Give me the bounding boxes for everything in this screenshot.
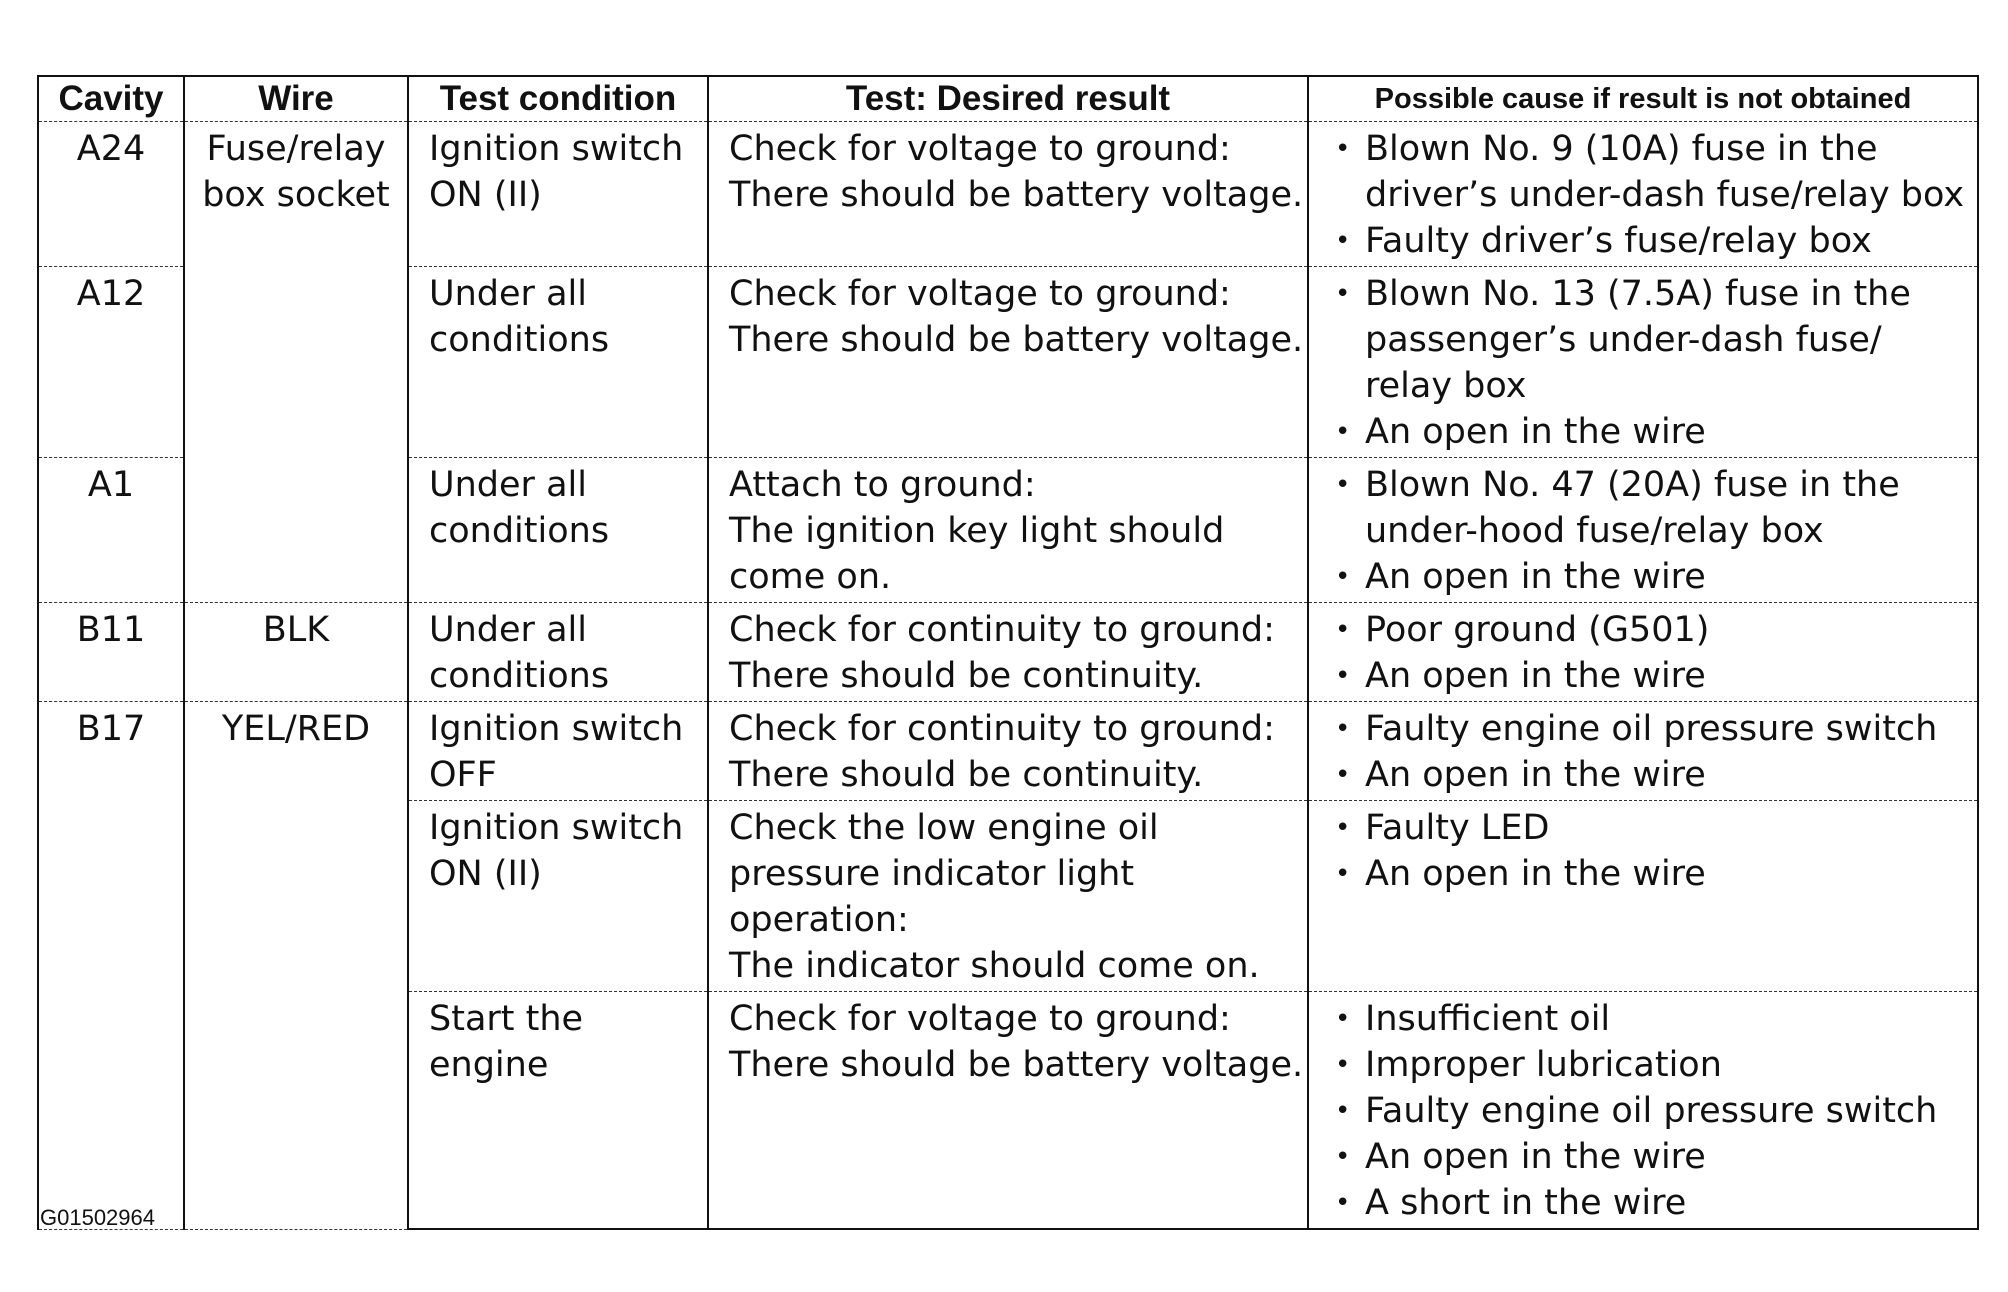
condition-line: Under all — [429, 274, 587, 314]
table-row — [38, 603, 1978, 702]
condition-line: Start the — [429, 999, 584, 1039]
cause-item — [1329, 126, 1963, 218]
bullet-icon: • — [1335, 1142, 1351, 1172]
cause-list — [1329, 271, 1963, 455]
troubleshooting-table — [37, 75, 1979, 1230]
condition-cell — [408, 267, 708, 458]
wire-label-line: Fuse/relay — [206, 129, 386, 169]
condition-line: conditions — [429, 320, 610, 360]
condition-line: ON (II) — [429, 175, 542, 215]
wire-cell — [184, 122, 408, 603]
cause-line: Faulty LED — [1365, 808, 1550, 848]
condition-line: Ignition switch — [429, 709, 684, 749]
cavity-label: A1 — [87, 465, 135, 505]
cause-line: Blown No. 9 (10A) fuse in the — [1365, 129, 1878, 169]
condition-cell — [408, 122, 708, 267]
cause-item — [1329, 607, 1963, 653]
cause-item — [1329, 805, 1963, 851]
result-line: There should be battery voltage. — [729, 320, 1304, 360]
condition-line: Under all — [429, 465, 587, 505]
cause-line: driver’s under-dash fuse/relay box — [1365, 175, 1965, 215]
bullet-icon: • — [1335, 279, 1351, 309]
condition-cell — [408, 992, 708, 1230]
wire-label-line: YEL/RED — [221, 709, 371, 749]
bullet-icon: • — [1335, 562, 1351, 592]
cause-item — [1329, 462, 1963, 554]
condition-cell — [408, 801, 708, 992]
cause-list — [1329, 805, 1963, 897]
condition-line: Ignition switch — [429, 808, 684, 848]
table-row — [38, 702, 1978, 801]
bullet-icon: • — [1335, 1004, 1351, 1034]
cause-list — [1329, 996, 1963, 1226]
result-line: The indicator should come on. — [729, 946, 1260, 986]
condition-line: Ignition switch — [429, 129, 684, 169]
cause-item — [1329, 1042, 1963, 1088]
cause-line: A short in the wire — [1365, 1183, 1687, 1223]
result-cell — [708, 992, 1308, 1230]
bullet-icon: • — [1335, 134, 1351, 164]
result-line: Attach to ground: — [729, 465, 1036, 505]
cause-item — [1329, 271, 1963, 409]
cause-item — [1329, 851, 1963, 897]
cause-item — [1329, 752, 1963, 798]
cause-line: under-hood fuse/relay box — [1365, 511, 1824, 551]
cavity-cell — [38, 603, 184, 702]
cause-list — [1329, 706, 1963, 798]
cause-line: An open in the wire — [1365, 854, 1706, 894]
wire-cell — [184, 702, 408, 1230]
cause-cell — [1308, 603, 1978, 702]
header-cavity: Cavity — [38, 76, 184, 122]
table-row — [38, 122, 1978, 267]
cause-line: Faulty engine oil pressure switch — [1365, 709, 1938, 749]
header-wire: Wire — [184, 76, 408, 122]
header-desired-result: Test: Desired result — [708, 76, 1308, 122]
cause-line: Faulty driver’s fuse/relay box — [1365, 221, 1872, 261]
result-cell — [708, 267, 1308, 458]
cause-line: Insufficient oil — [1365, 999, 1611, 1039]
bullet-icon: • — [1335, 661, 1351, 691]
condition-line: conditions — [429, 656, 610, 696]
bullet-icon: • — [1335, 417, 1351, 447]
bullet-icon: • — [1335, 470, 1351, 500]
header-test-condition: Test condition — [408, 76, 708, 122]
cause-item — [1329, 1134, 1963, 1180]
cause-cell — [1308, 458, 1978, 603]
cause-line: An open in the wire — [1365, 1137, 1706, 1177]
condition-line: engine — [429, 1045, 549, 1085]
condition-cell — [408, 603, 708, 702]
wire-label-line: box socket — [202, 175, 390, 215]
cavity-cell — [38, 122, 184, 267]
cause-list — [1329, 607, 1963, 699]
cause-item — [1329, 218, 1963, 264]
cause-cell — [1308, 267, 1978, 458]
result-line: Check for voltage to ground: — [729, 999, 1231, 1039]
cause-list — [1329, 462, 1963, 600]
result-line: Check for continuity to ground: — [729, 709, 1275, 749]
bullet-icon: • — [1335, 226, 1351, 256]
result-line: pressure indicator light — [729, 854, 1135, 894]
cause-item — [1329, 1180, 1963, 1226]
condition-line: Under all — [429, 610, 587, 650]
result-line: Check for continuity to ground: — [729, 610, 1275, 650]
cause-cell — [1308, 702, 1978, 801]
result-cell — [708, 801, 1308, 992]
bullet-icon: • — [1335, 1188, 1351, 1218]
cavity-cell — [38, 267, 184, 458]
cause-cell — [1308, 801, 1978, 992]
cause-line: An open in the wire — [1365, 557, 1706, 597]
result-line: Check for voltage to ground: — [729, 129, 1231, 169]
cause-line: An open in the wire — [1365, 755, 1706, 795]
cause-item — [1329, 554, 1963, 600]
result-line: There should be battery voltage. — [729, 1045, 1304, 1085]
result-cell — [708, 603, 1308, 702]
cause-line: Blown No. 47 (20A) fuse in the — [1365, 465, 1900, 505]
result-line: There should be continuity. — [729, 656, 1204, 696]
cause-line: Faulty engine oil pressure switch — [1365, 1091, 1938, 1131]
cause-line: Poor ground (G501) — [1365, 610, 1710, 650]
cause-cell — [1308, 122, 1978, 267]
result-line: Check for voltage to ground: — [729, 274, 1231, 314]
cause-line: passenger’s under-dash fuse/ — [1365, 320, 1882, 360]
result-line: Check the low engine oil — [729, 808, 1159, 848]
cause-list — [1329, 126, 1963, 264]
cause-item — [1329, 1088, 1963, 1134]
result-line: operation: — [729, 900, 909, 940]
bullet-icon: • — [1335, 615, 1351, 645]
bullet-icon: • — [1335, 1096, 1351, 1126]
cause-item — [1329, 706, 1963, 752]
result-line: There should be battery voltage. — [729, 175, 1304, 215]
condition-cell — [408, 702, 708, 801]
condition-line: ON (II) — [429, 854, 542, 894]
result-line: The ignition key light should — [729, 511, 1225, 551]
cavity-label: A24 — [76, 129, 146, 169]
cause-line: An open in the wire — [1365, 656, 1706, 696]
cause-line: An open in the wire — [1365, 412, 1706, 452]
result-cell — [708, 702, 1308, 801]
bullet-icon: • — [1335, 813, 1351, 843]
bullet-icon: • — [1335, 859, 1351, 889]
cavity-cell — [38, 702, 184, 1230]
cause-item — [1329, 653, 1963, 699]
cause-cell — [1308, 992, 1978, 1230]
cavity-cell — [38, 458, 184, 603]
wire-label-line: BLK — [262, 610, 330, 650]
header-possible-cause: Possible cause if result is not obtained — [1308, 76, 1978, 122]
wire-cell — [184, 603, 408, 702]
bullet-icon: • — [1335, 1050, 1351, 1080]
header-row — [38, 76, 1978, 122]
cause-line: Blown No. 13 (7.5A) fuse in the — [1365, 274, 1911, 314]
condition-line: OFF — [429, 755, 497, 795]
cavity-label: B11 — [76, 610, 146, 650]
figure-id-label: G01502964 — [40, 1205, 155, 1230]
result-cell — [708, 122, 1308, 267]
condition-line: conditions — [429, 511, 610, 551]
condition-cell — [408, 458, 708, 603]
result-line: There should be continuity. — [729, 755, 1204, 795]
cavity-label: A12 — [76, 274, 146, 314]
bullet-icon: • — [1335, 760, 1351, 790]
cavity-label: B17 — [76, 709, 146, 749]
result-cell — [708, 458, 1308, 603]
bullet-icon: • — [1335, 714, 1351, 744]
result-line: come on. — [729, 557, 892, 597]
cause-line: Improper lubrication — [1365, 1045, 1722, 1085]
cause-line: relay box — [1365, 366, 1527, 406]
cause-item — [1329, 409, 1963, 455]
cause-item — [1329, 996, 1963, 1042]
troubleshooting-table-container — [37, 75, 1977, 1230]
